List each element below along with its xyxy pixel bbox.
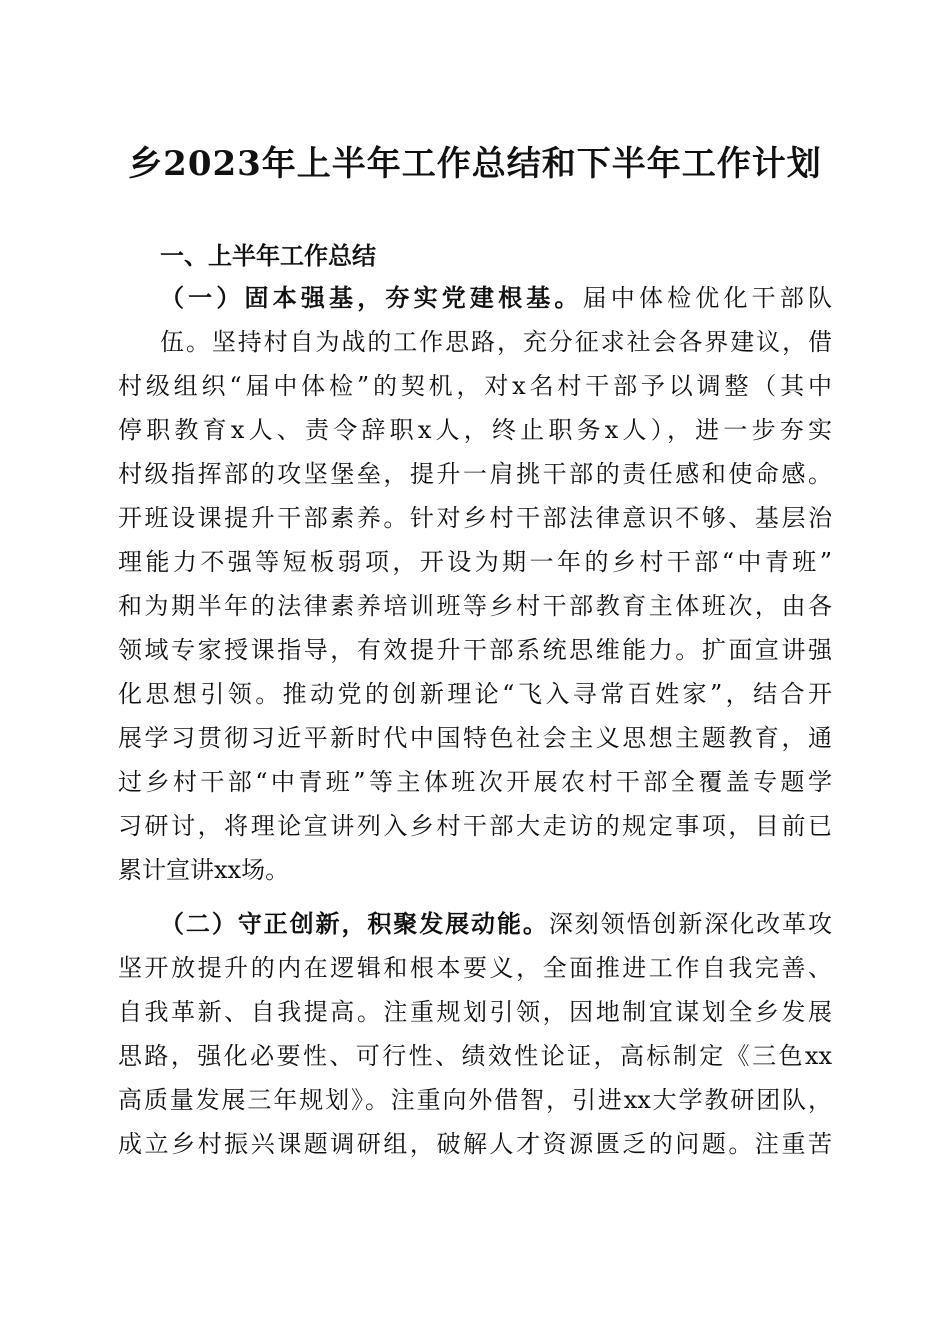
line-text: 坚开放提升的内在逻辑和根本要义，全面推进工作自我完善、 [118, 954, 832, 982]
paragraph-line [160, 322, 832, 362]
line-text: 过乡村干部“中青班”等主体班次开展农村干部全覆盖专题学 [118, 768, 832, 796]
line-text: 理能力不强等短板弱项，开设为期一年的乡村干部“中青班” [118, 548, 832, 576]
line-text: 领域专家授课指导，有效提升干部系统思维能力。扩面宣讲强 [118, 636, 832, 664]
paragraph-line [118, 454, 832, 494]
paragraph-line [118, 806, 832, 846]
paragraph-line [118, 542, 832, 582]
line-text: 伍。坚持村自为战的工作思路，充分征求社会各界建议，借 [160, 328, 832, 356]
paragraph-line [118, 992, 832, 1032]
paragraph-line [160, 904, 832, 944]
paragraph-line [160, 278, 832, 318]
line-text: 深刻领悟创新深化改革攻 [548, 910, 832, 938]
line-text: 村级指挥部的攻坚堡垒，提升一肩挑干部的责任感和使命感。 [118, 460, 832, 488]
line-text: 高质量发展三年规划》。注重向外借智，引进xx大学教研团队， [118, 1086, 832, 1114]
paragraph-line [118, 1036, 832, 1076]
paragraph-line [118, 410, 832, 450]
paragraph-line [118, 674, 832, 714]
line-text: 停职教育x人、责令辞职x人，终止职务x人），进一步夯实 [118, 416, 832, 444]
line-text: 成立乡村振兴课题调研组，破解人才资源匮乏的问题。注重苦 [118, 1130, 832, 1158]
line-text: 村级组织“届中体检”的契机，对x名村干部予以调整（其中 [118, 372, 832, 400]
line-text: 化思想引领。推动党的创新理论“飞入寻常百姓家”，结合开 [118, 680, 832, 708]
paragraph-line [118, 948, 832, 988]
paragraph-line [118, 498, 832, 538]
paragraph-line [118, 850, 832, 890]
line-text: 和为期半年的法律素养培训班等乡村干部教育主体班次，由各 [118, 592, 832, 620]
document-title: 乡2023年上半年工作总结和下半年工作计划 [128, 144, 822, 184]
section-heading-1: 一、上半年工作总结 [160, 242, 376, 270]
subheading-run: （二）守正创新，积聚发展动能。 [160, 909, 549, 938]
line-text: 自我革新、自我提高。注重规划引领，因地制宜谋划全乡发展 [118, 998, 832, 1026]
subheading-run: （一）固本强基，夯实党建根基。 [160, 283, 583, 312]
line-text: 累计宣讲xx场。 [118, 856, 290, 884]
paragraph-line [118, 718, 832, 758]
paragraph-line [118, 366, 832, 406]
paragraph-line [118, 1080, 832, 1120]
paragraph-line [118, 1124, 832, 1164]
line-text: 思路，强化必要性、可行性、绩效性论证，高标制定《三色xx [118, 1042, 832, 1070]
paragraph-line [118, 586, 832, 626]
line-text: 习研讨，将理论宣讲列入乡村干部大走访的规定事项，目前已 [118, 812, 832, 840]
paragraph-line [118, 630, 832, 670]
paragraph-line [118, 762, 832, 802]
line-text: 开班设课提升干部素养。针对乡村干部法律意识不够、基层治 [118, 504, 832, 532]
line-text: 届中体检优化干部队 [582, 284, 832, 312]
line-text: 展学习贯彻习近平新时代中国特色社会主义思想主题教育，通 [118, 724, 832, 752]
